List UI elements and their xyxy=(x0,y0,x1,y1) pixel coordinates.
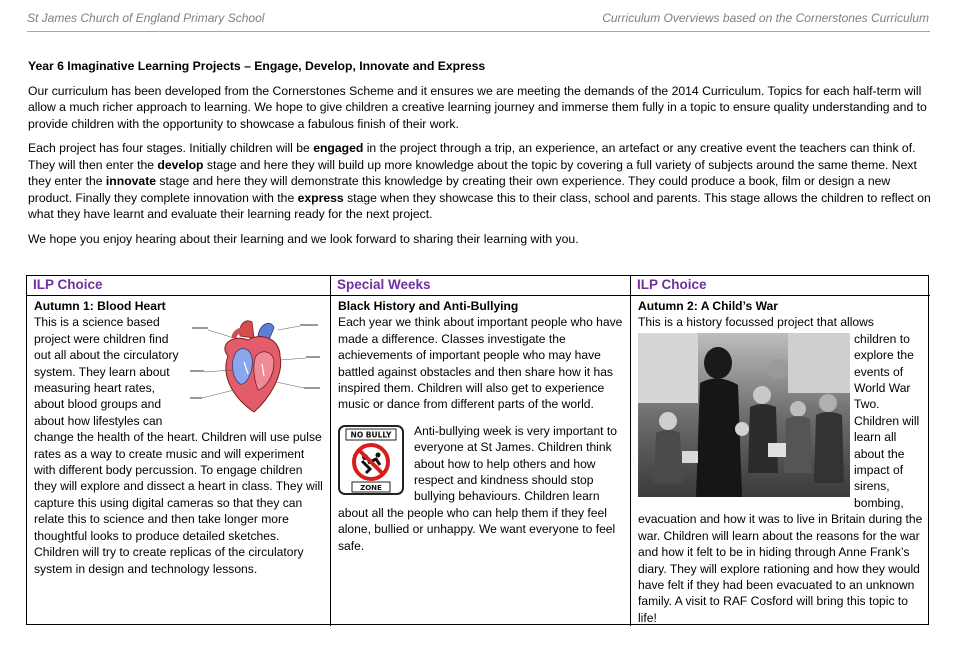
heart-diagram-image xyxy=(188,316,323,420)
column-special-weeks xyxy=(330,276,630,626)
document-title: Year 6 Imaginative Learning Projects – Engage, Develop, Innovate and Express xyxy=(28,59,486,73)
column-title: Autumn 1: Blood Heart xyxy=(34,299,166,313)
column-title: Black History and Anti-Bullying xyxy=(338,299,519,313)
column-heading: ILP Choice xyxy=(631,276,930,296)
column-text-2: children to explore the events of World War Two. Children will learn all about the impact of sirens, bombing, evacuation and how it was to live in Britain during the war. Children will learn about the reasons for the war and how it felt to be in hiding through Anne Frank’s diary. They will explore rationing and how they would have felt if they had been evacuated to an unknown family. A visit to RAF Cosford will bring this topic to life! xyxy=(638,331,923,625)
column-body xyxy=(27,296,330,577)
header-school-name: St James Church of England Primary School xyxy=(27,11,265,25)
no-bully-zone-sign-image xyxy=(338,425,404,495)
para2-bold-express: express xyxy=(297,190,344,205)
column-text-2: Anti-bullying week is very important to everyone at St James. Children think about how to help others and how respect and kindness should stop bullying behaviours. Children learn about all the people who can help them if they feel alone, bullied or unhappy. We want everyone to feel safe. xyxy=(338,423,617,553)
column-text-1: This is a history focussed project that allows xyxy=(638,315,874,330)
column-autumn-1 xyxy=(27,276,330,626)
header-subtitle: Curriculum Overviews based on the Cornerstones Curriculum xyxy=(602,11,929,25)
para2-bold-develop: develop xyxy=(157,157,204,172)
para2-text-3: stage and here they will build up more knowledge about the topic by covering a full variety of subjects around the same theme. Next they enter the xyxy=(28,157,917,188)
intro-paragraph-3: We hope you enjoy hearing about their learning and we look forward to sharing their learning with you. xyxy=(28,231,579,246)
column-heading: Special Weeks xyxy=(331,276,630,296)
para2-text-5: stage when they showcase this to their class, school and parents. This stage allows the children to reflect on what they have learnt and evaluate their learning ready for the next project. xyxy=(28,190,931,221)
sign-bottom-text: ZONE xyxy=(360,483,382,492)
para2-bold-innovate: innovate xyxy=(105,174,157,188)
intro-paragraph-2 xyxy=(28,140,932,223)
header-divider xyxy=(27,31,930,32)
para2-text-1: Each project has four stages. Initially children will be xyxy=(28,141,314,155)
project-table xyxy=(26,275,929,625)
column-title: Autumn 2: A Child’s War xyxy=(638,299,778,313)
para2-text-4: stage and here they will demonstrate this knowledge by creating their own experience. They could produce a book, film or design a new product. Finally they complete innovation with the xyxy=(28,174,891,205)
sign-top-text: NO BULLY xyxy=(350,430,392,440)
para2-text-2: in the project through a trip, an experience, an artefact or any creative event the teachers can think of. They will then enter the xyxy=(28,141,916,172)
column-autumn-2 xyxy=(630,276,930,626)
para2-bold-engaged: engaged xyxy=(313,141,364,155)
evacuee-children-photo xyxy=(638,333,850,497)
intro-paragraph-1: Our curriculum has been developed from the Cornerstones Scheme and it ensures we are meeting the demands of the 2014 Curriculum. Topics for each half-term will allow a much richer approach to learning. We hope to give children a creative learning journey and immerse them fully in a topic to ensure quality understanding and to provide children with the opportunity to showcase a fabulous finish of their work. xyxy=(28,83,927,131)
column-text-1: Each year we think about important people who have made a difference. Classes investigate the achievements of important people who may have battled against obstacles and then share how it has inspired them. Children will also get to experience music or dance from different parts of the world. xyxy=(338,315,623,412)
column-heading: ILP Choice xyxy=(27,276,330,296)
column-text: This is a science based project were children find out all about the circulatory system. They learn about measuring heart rates, about blood groups and about how lifestyles can change the health of the heart. Children will use pulse rates as a way to create music and will experiment with different body percussion. To engage children they will explore and dissect a heart in class. They will capture this using digital cameras so that they can relate this to science and then take longer more thoughtful looks to produce detailed sketches. Children will try to create replicas of the circulatory system in design and technology lessons. xyxy=(34,315,323,576)
intro-section xyxy=(28,58,932,255)
column-body xyxy=(631,296,930,626)
column-body xyxy=(331,296,630,554)
